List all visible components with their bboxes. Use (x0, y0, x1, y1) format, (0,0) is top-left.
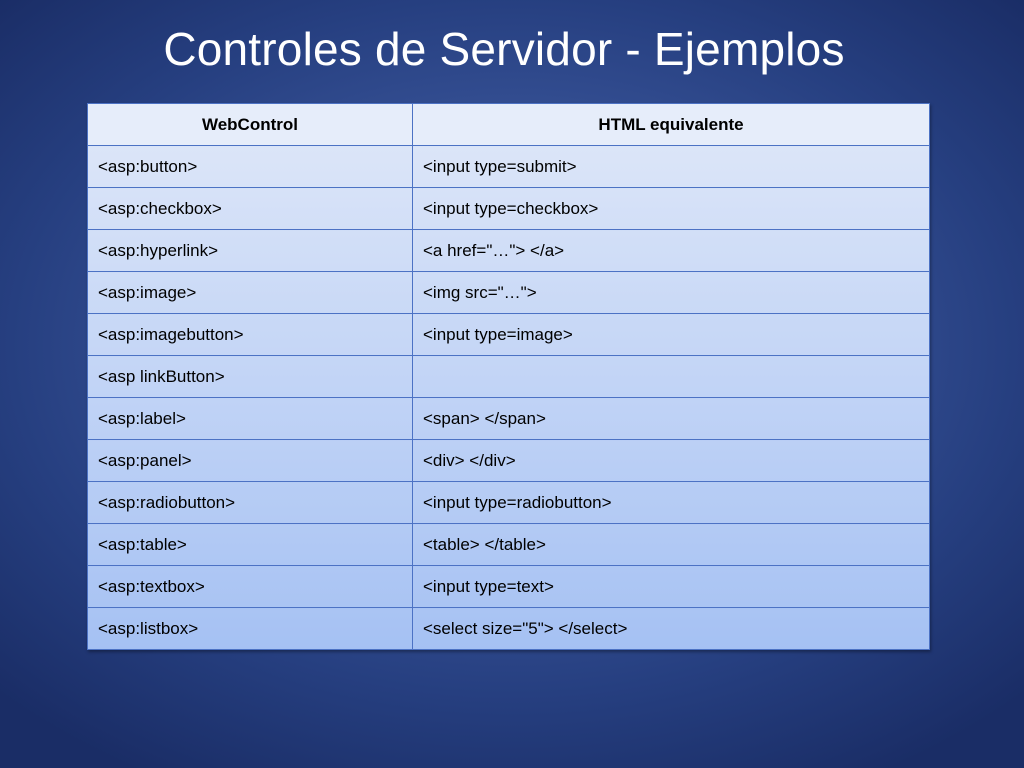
table-row (88, 272, 930, 314)
header-webcontrol: WebControl (88, 104, 413, 146)
webcontrol-cell: <asp:table> (88, 524, 413, 566)
webcontrol-cell: <asp:checkbox> (88, 188, 413, 230)
table-row (88, 566, 930, 608)
webcontrol-cell: <asp:image> (88, 272, 413, 314)
html-equivalent-cell: <a href="…"> </a> (413, 230, 930, 272)
slide-title: Controles de Servidor - Ejemplos (163, 23, 845, 75)
table-row (88, 608, 930, 650)
table-row (88, 230, 930, 272)
html-equivalent-cell: <select size="5"> </select> (413, 608, 930, 650)
table-row (88, 482, 930, 524)
webcontrol-cell: <asp:radiobutton> (88, 482, 413, 524)
html-equivalent-cell: <table> </table> (413, 524, 930, 566)
table-header-row (88, 104, 930, 146)
html-equivalent-cell: <input type=submit> (413, 146, 930, 188)
table-row (88, 398, 930, 440)
table-body (88, 146, 930, 650)
html-equivalent-cell: <div> </div> (413, 440, 930, 482)
webcontrol-cell: <asp:label> (88, 398, 413, 440)
html-equivalent-cell: <input type=text> (413, 566, 930, 608)
webcontrol-cell: <asp:hyperlink> (88, 230, 413, 272)
html-equivalent-cell: <span> </span> (413, 398, 930, 440)
html-equivalent-cell (413, 356, 930, 398)
html-equivalent-cell: <input type=checkbox> (413, 188, 930, 230)
webcontrol-cell: <asp:panel> (88, 440, 413, 482)
webcontrol-cell: <asp:textbox> (88, 566, 413, 608)
webcontrol-cell: <asp:listbox> (88, 608, 413, 650)
comparison-table (87, 103, 930, 650)
table-row (88, 524, 930, 566)
html-equivalent-cell: <input type=radiobutton> (413, 482, 930, 524)
header-html-equivalente: HTML equivalente (413, 104, 930, 146)
table-row (88, 440, 930, 482)
table-row (88, 188, 930, 230)
webcontrol-cell: <asp linkButton> (88, 356, 413, 398)
table-row (88, 356, 930, 398)
table-row (88, 314, 930, 356)
html-equivalent-cell: <img src="…"> (413, 272, 930, 314)
webcontrol-cell: <asp:button> (88, 146, 413, 188)
webcontrol-cell: <asp:imagebutton> (88, 314, 413, 356)
html-equivalent-cell: <input type=image> (413, 314, 930, 356)
table-row (88, 146, 930, 188)
